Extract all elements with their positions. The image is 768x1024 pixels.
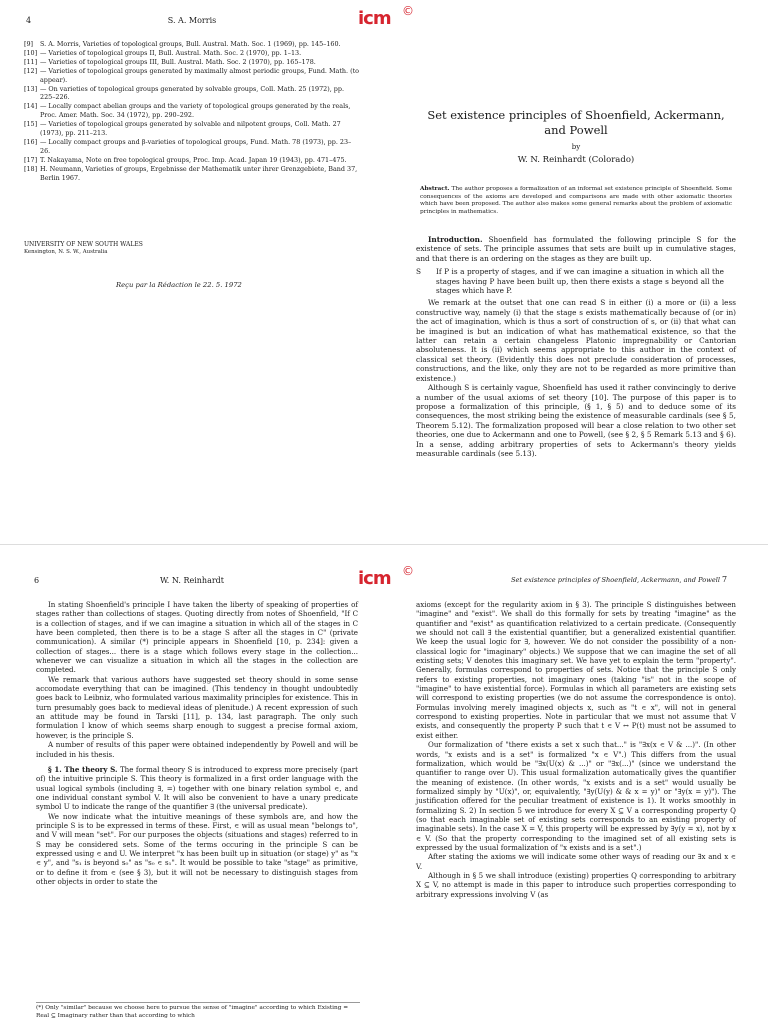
reference-text: — Varieties of topological groups III, Bull. Austral. Math. Soc. 2 (1970), pp. 165–178. [40, 57, 316, 66]
reference-number: [17] [24, 155, 38, 164]
reference-number: [14] [24, 102, 38, 111]
paragraph: Our formalization of "there exists a set x such that..." is "∃x(x ∊ V & ...)". (In other words, "x exists and is a set" is formalized "x ∊ V".) This differs from the usual formalization, which would be "∃x(U(x) & ...)" or "∃x(...)" (since we understand the quantifier to range over U). This usual formalization automatically gives the quantifier the meaning of existence. (In other words, "x exists and is a set" would usually be formalized simply by "U(x)", or, equivalently, "∃y(U(y) & & x = y)" or "∃y(x = y)"). The justification offered for the peculiar treatment of existence is 1). It works smoothly in formalizing S. 2) In section 5 we introduce for every X ⊆ V a corresponding property Q (so that each imaginable set of existing sets corresponds to an existing property of imaginable sets). In the case X = V, this property will be expressed by ∃y(y = x), not by x ∊ V. (So that the property corresponding to the imagined set of all existing sets is expressed by the usual formalization of "x exists and is a set".) [416, 740, 736, 852]
by-label: by [571, 143, 581, 151]
reference-number: [15] [24, 120, 38, 129]
paragraph: axioms (except for the regularity axiom in § 3). The principle S distinguishes between "imagine" and "exist". We shall do this formally for sets by treating "imagine" as the quantifier and "exist" as quantification relativized to a certain predicate. (Consequently we should not call ∃ the existential quantifier, but a generalized existential quantifier. We keep the usual logic for ∃, however. We do not consider the possibility of a non-classical logic for "imaginary" objects.) We suppose that we can imagine the set of all existing sets; V denotes this imaginary set. We have yet to explain the term "property". Generally, formulas correspond to properties of sets. Notice that the principle S only refers to existing properties, not imaginary ones (taking "is" not in the scope of "imagine" to have existential force). Formulas in which all parameters are existing sets will correspond to existing properties (we do not assume the correspondence is onto). Formulas involving merely imagined objects x, such as "t ∊ x", will not in general correspond to existing properties. Note in particular that we must not assume that V exists, and consequently the property P such that t ∊ V ↔ P(t) must not be assumed to exist either. [416, 600, 736, 740]
copyright-icon: © [402, 4, 414, 18]
reference-text: H. Neumann, Varieties of groups, Ergebnisse der Mathematik unter ihrer Grenzgebiete, Band 37, Berlin 1967. [40, 164, 358, 182]
reference-text: — Varieties of topological groups generated by maximally almost periodic groups, Fund. Math. (to appear). [40, 66, 359, 84]
title-line-1: Set existence principles of Shoenfield, Ackermann, [427, 108, 725, 122]
page-6 [0, 548, 384, 1024]
page-4 [0, 0, 384, 540]
reference-text: T. Nakayama, Note on free topological groups, Proc. Imp. Acad. Japan 19 (1943), pp. 471–475. [40, 155, 347, 164]
principle-text: If P is a property of stages, and if we can imagine a situation in which all the stages having P have been built up, then there exists a stage s beyond all the stages which have P. [436, 267, 724, 296]
icm-logo [358, 4, 418, 28]
running-head: Set existence principles of Shoenfield, Ackermann, and Powell [511, 576, 720, 584]
received-date: Reçu par la Rédaction le 22. 5. 1972 [116, 281, 242, 289]
intro-label: Introduction. [428, 235, 483, 244]
reference-text: S. A. Morris, Varieties of topological groups, Bull. Austral. Math. Soc. 1 (1969), pp. 145–160. [40, 40, 341, 48]
logo-text: icm [358, 568, 391, 589]
reference-text: — Locally compact groups and β-varieties of topological groups, Fund. Math. 78 (1973), pp. 23–26. [40, 137, 352, 155]
reference-number: [9] [24, 40, 34, 48]
icm-logo [358, 564, 418, 588]
reference-number: [11] [24, 57, 38, 66]
reference-item [24, 102, 360, 120]
reference-list [24, 40, 360, 183]
body-text [36, 600, 358, 886]
paragraph: We remark at the outset that one can read S in either (i) a more or (ii) a less constructive way, namely (i) that the stage s exists mathematically because of (or in) the act of imagination, which is thus a sort of construction of s, or (ii) that what can be imagined is but an indication of what has mathematical existence, so that the latter can retain a certain changeless Platonic impregnability or Cantorian absoluteness. It is (ii) which seems appropriate to this author in the context of classical set theory. (Evidently this does not preclude consideration of processes, constructions, and the like, only they are not to be regarded as more primitive than existence.) [416, 298, 736, 383]
paragraph: After stating the axioms we will indicate some other ways of reading our ∃x and x ∊ V. [416, 852, 736, 871]
reference-item [24, 156, 360, 165]
page-number: 4 [26, 16, 32, 25]
reference-number: [13] [24, 84, 38, 93]
running-head: W. N. Reinhardt [159, 576, 225, 585]
abstract-text: The author proposes a formalization of an informal set existence principle of Shoenfield. Some consequences of the axioms are developed and comparisons are made with other axiomatic theories which have been proposed. The author also makes some general remarks about the problem of axiomatic principles in mathematics. [420, 186, 733, 215]
affiliation: UNIVERSITY OF NEW SOUTH WALES [24, 241, 143, 248]
copyright-icon: © [402, 564, 414, 578]
title-line-2: and Powell [544, 123, 608, 137]
principle-s [416, 267, 736, 295]
reference-item [24, 58, 360, 67]
logo-text: icm [358, 8, 391, 29]
reference-item [24, 67, 360, 85]
principle-label: S [416, 267, 421, 277]
intro-text: Shoenfield has formulated the following principle S for the existence of sets. The principle assumes that sets are built up in cumulative stages, and that there is an ordering on the stages as they are built up. [416, 235, 736, 263]
reference-number: [10] [24, 48, 38, 57]
reference-text: — Locally compact abelian groups and the variety of topological groups generated by the reals, Proc. Amer. Math. Soc. 34 (1972), pp. 290–292. [40, 102, 351, 120]
paragraph: A number of results of this paper were obtained independently by Powell and will be included in his thesis. [36, 740, 358, 759]
reference-text: — On varieties of topological groups generated by solvable groups, Coll. Math. 25 (1972), pp. 225–226. [40, 84, 345, 102]
footnote: (*) Only "similar" because we choose here to pursue the sense of "imagine" according to which Existing = Real ⊆ Imaginary rather than that according to which [36, 1002, 360, 1020]
reference-item [24, 165, 360, 183]
reference-number: [12] [24, 66, 38, 75]
reference-text: — Varieties of topological groups generated by solvable and nilpotent groups, Coll. Math. 27 (1973), pp. 211–213. [40, 120, 341, 138]
reference-item [24, 85, 360, 103]
reference-item [24, 120, 360, 138]
abstract-label: Abstract. [420, 186, 450, 192]
reference-text: — Varieties of topological groups II, Bull. Austral. Math. Soc. 2 (1970), pp. 1–13. [40, 48, 302, 57]
running-head: S. A. Morris [167, 16, 217, 25]
paper-title [408, 108, 744, 138]
reference-item [24, 40, 360, 49]
reference-item [24, 138, 360, 156]
page-number: 7 [722, 575, 728, 584]
reference-number: [18] [24, 164, 38, 173]
abstract [420, 186, 732, 216]
body-text [416, 600, 736, 899]
paragraph: We remark that various authors have suggested set theory should in some sense accomodate everything that can be imagined. (This tendency in thought undoubtedly goes back to Leibniz, who formulated various maximality principles for existence. This in turn presumably goes back to medieval ideas of plenitude.) A recent expression of such an attitude may be found in Tarski [11], p. 134, last paragraph. The only such formulation I know of which seems sharp enough to suggest a precise formal axiom, however, is the principle S. [36, 674, 358, 740]
page-number: 6 [34, 576, 40, 585]
address: Kensington, N. S. W., Australia [24, 249, 108, 255]
paragraph: We now indicate what the intuitive meanings of these symbols are, and how the principle S is to be expressed in terms of these. First, ∊ will as usual mean "belongs to", and V will mean "set". For our purposes the objects (situations and stages) referred to in S may be considered sets. Some of the terms occuring in the principle S can be expressed using ∊ and U. We interpret "x has been built up in situation (or stage) y" as "x ∊ y", and "s₁ is beyond s₀" as "s₀ ∊ s₁". It would be possible to take "stage" as primitive, or to define it from ∊ (see § 3), but it will not be necessary to distinguish stages from other objects in order to state the [36, 811, 358, 886]
page-divider [0, 544, 768, 545]
paragraph: Although S is certainly vague, Shoenfield has used it rather convincingly to derive a number of the usual axioms of set theory [10]. The purpose of this paper is to propose a formalization of this principle, (§ 1, § 5) and to deduce some of its consequences, the most striking being the existence of measurable cardinals (see § 5, Theorem 5.12). The formalization proposed will bear a close relation to two other set theories, one due to Ackermann and one to Powell, (see § 2, § 5 Remark 5.13 and § 6). In a sense, adding arbitrary properties of sets to Ackermann's theory yields measurable cardinals (see 5.13). [416, 383, 736, 458]
body-text [416, 235, 736, 458]
paragraph: In stating Shoenfield's principle I have taken the liberty of speaking of properties of stages rather than collections of stages. Quoting directly from notes of Shoenfield, "If C is a collection of stages, and if we can imagine a situation in which all of the stages in C have been completed, then there is to be a stage S after all the stages in C" (private communication). A similar (*) principle appears in Shoenfield [10, p. 234]: given a collection of stages... there is a stage which follows every stage in the collection... whenever we can visualize a situation in which all the stages in the collection are completed. [36, 600, 358, 675]
reference-item [24, 49, 360, 58]
page-7 [358, 548, 768, 1024]
paragraph: Although in § 5 we shall introduce (existing) properties Q corresponding to arbitrary X ⊆ V, no attempt is made in this paper to introduce such properties corresponding to arbitrary expressions involving V (as [416, 870, 736, 899]
author: W. N. Reinhardt (Colorado) [517, 155, 635, 165]
page-5 [358, 0, 768, 540]
section-text: The formal theory S is introduced to express more precisely (part of) the intuitive principle S. This theory is formalized in a first order language with the usual logical symbols (including ∃, =) together with one binary relation symbol ∊, and one individual constant symbol V. It will also be convenient to have a unary predicate symbol U to indicate the range of the quantifier ∃ (the universal predicate). [36, 764, 358, 812]
section-heading: § 1. The theory S. [48, 764, 118, 774]
reference-number: [16] [24, 137, 38, 146]
